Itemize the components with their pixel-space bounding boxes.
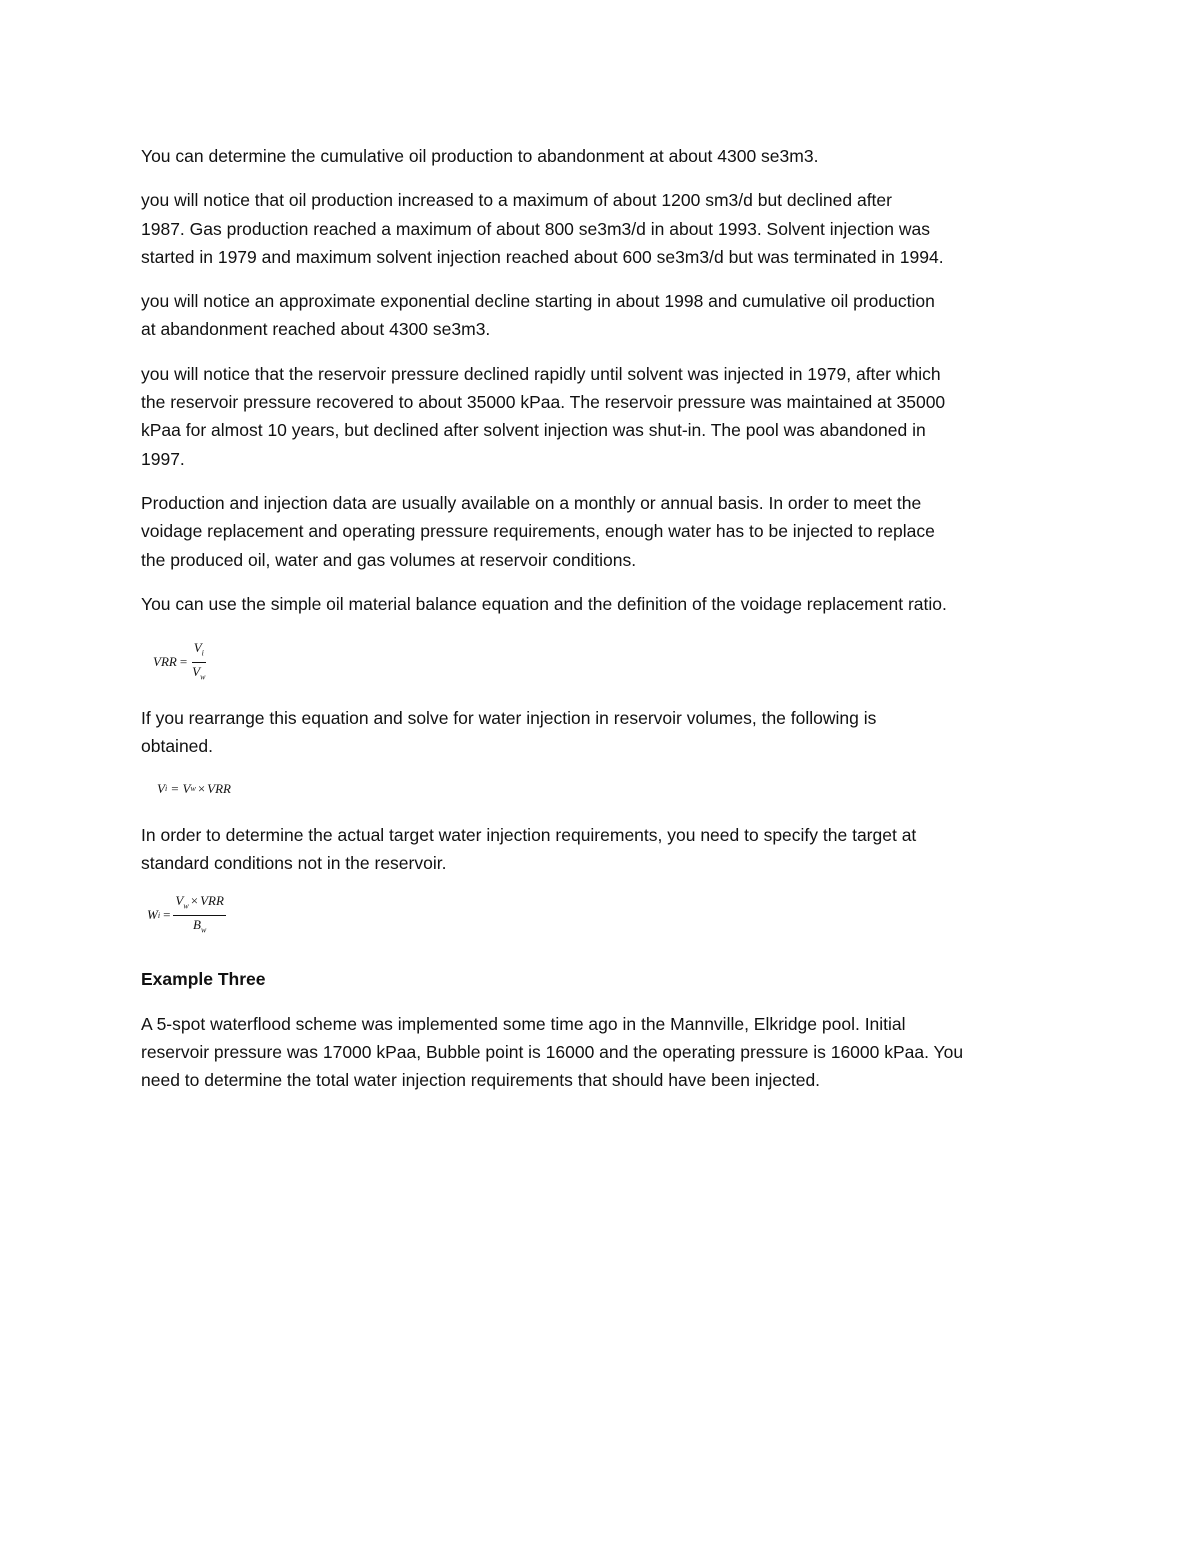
- fraction-denominator: [190, 663, 207, 685]
- paragraph-example-three: [141, 1010, 1061, 1095]
- fraction-numerator: [192, 640, 206, 663]
- text-line: started in 1979 and maximum solvent injection reached about 600 se3m3/d but was terminated in 1994.: [141, 246, 944, 267]
- equation-term: V: [182, 780, 191, 796]
- text-line: the reservoir pressure recovered to about 35000 kPaa. The reservoir pressure was maintained at 35000: [141, 392, 946, 413]
- equation-term: W: [147, 907, 158, 923]
- text-line: voidage replacement and operating pressure requirements, enough water has to be injected to replace: [141, 521, 935, 542]
- equation-term: V: [192, 663, 201, 679]
- subscript: i: [157, 910, 161, 920]
- text-line: You can determine the cumulative oil production to abandonment at about 4300 se3m3.: [141, 146, 819, 166]
- equation-term: V: [193, 640, 202, 656]
- heading-text: Example Three: [141, 969, 266, 990]
- fraction-numerator: [173, 893, 225, 916]
- times-sign: ×: [190, 893, 199, 909]
- times-sign: ×: [197, 780, 206, 796]
- equation-term: V: [157, 780, 165, 796]
- equation-fraction: [173, 893, 225, 937]
- text-line: obtained.: [141, 736, 214, 757]
- text-line: you will notice that oil production increased to a maximum of about 1200 sm3/d but declined after: [141, 190, 892, 211]
- paragraph-exponential-decline: [141, 287, 1061, 344]
- equation-term: VRR: [153, 654, 177, 670]
- subscript: w: [183, 901, 189, 911]
- subscript: w: [190, 784, 196, 794]
- paragraph-target-injection: [141, 821, 1061, 878]
- paragraph-production-history: [141, 186, 1061, 271]
- document-page: [141, 142, 1061, 1095]
- text-line: Production and injection data are usually available on a monthly or annual basis. In order to meet the: [141, 492, 922, 513]
- equation-vrr-definition: [153, 632, 1061, 692]
- text-line: 1987. Gas production reached a maximum of about 800 se3m3/d in about 1993. Solvent injection was: [141, 218, 930, 239]
- paragraph-material-balance: [141, 590, 1061, 618]
- text-line: reservoir pressure was 17000 kPaa, Bubble point is 16000 and the operating pressure is 16000 kPaa. You: [141, 1041, 964, 1062]
- subscript: w: [200, 925, 207, 935]
- text-line: standard conditions not in the reservoir.: [141, 853, 447, 874]
- text-line: the produced oil, water and gas volumes at reservoir conditions.: [141, 549, 637, 570]
- paragraph-cumulative-oil: [141, 142, 1061, 170]
- text-line: In order to determine the actual target water injection requirements, you need to specify the target at: [141, 824, 917, 845]
- paragraph-reservoir-pressure: [141, 360, 1061, 473]
- equals-sign: =: [163, 907, 171, 923]
- subscript: i: [201, 648, 204, 658]
- equals-sign: =: [171, 780, 179, 796]
- equation-term: VRR: [207, 780, 231, 796]
- text-line: need to determine the total water injection requirements that should have been injected.: [141, 1070, 821, 1091]
- equation-term: B: [193, 916, 201, 932]
- equation-water-injection-reservoir: [157, 767, 1061, 811]
- paragraph-injection-data: [141, 489, 1061, 574]
- equation-fraction: [190, 640, 207, 684]
- text-line: you will notice an approximate exponential decline starting in about 1998 and cumulative oil production: [141, 291, 935, 312]
- text-line: kPaa for almost 10 years, but declined after solvent injection was shut-in. The pool was abandoned in: [141, 420, 926, 441]
- paragraph-rearrange: [141, 704, 1061, 761]
- fraction-denominator: [191, 916, 208, 938]
- text-line: 1997.: [141, 448, 185, 469]
- subscript: i: [164, 784, 168, 794]
- subscript: w: [200, 672, 206, 682]
- text-line: you will notice that the reservoir pressure declined rapidly until solvent was injected in 1979, after which: [141, 363, 941, 384]
- text-line: You can use the simple oil material balance equation and the definition of the voidage replacement ratio.: [141, 593, 947, 614]
- equation-water-injection-standard: [147, 883, 1061, 947]
- section-heading: [141, 965, 1061, 993]
- equation-term: VRR: [200, 893, 224, 909]
- text-line: at abandonment reached about 4300 se3m3.: [141, 319, 491, 340]
- text-line: A 5-spot waterflood scheme was implemented some time ago in the Mannville, Elkridge pool. Initial: [141, 1013, 906, 1034]
- equals-sign: =: [179, 654, 188, 670]
- text-line: If you rearrange this equation and solve for water injection in reservoir volumes, the following is: [141, 708, 877, 729]
- equation-term: V: [175, 893, 184, 909]
